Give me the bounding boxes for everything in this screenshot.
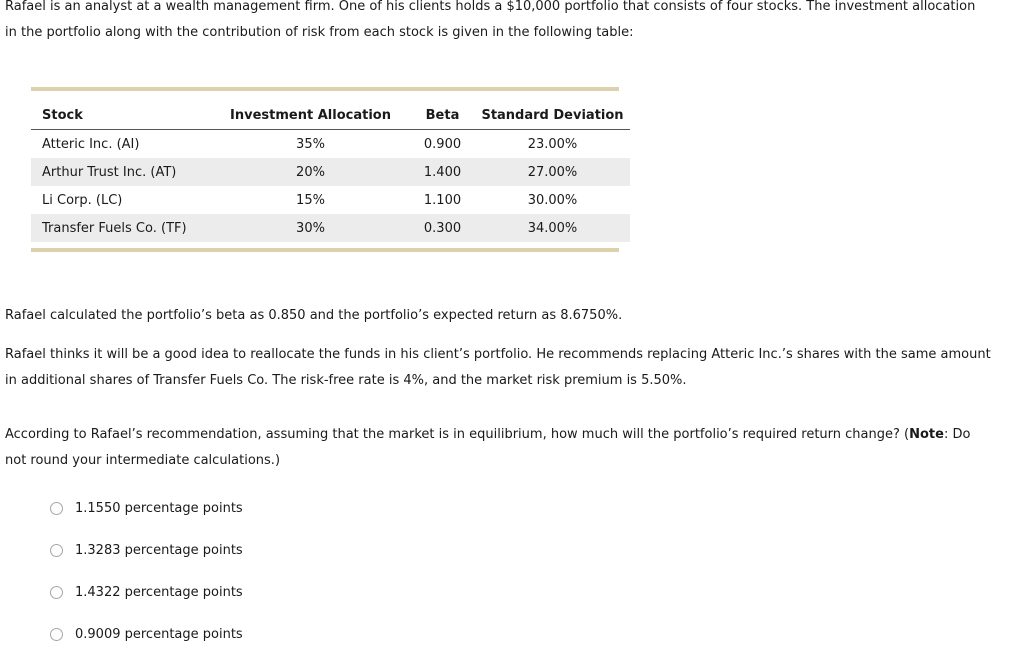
- table-row: [31, 186, 630, 214]
- cell-standard-deviation: 30.00%: [527, 192, 578, 208]
- recommendation-line-2: in additional shares of Transfer Fuels Co. The risk-free rate is 4%, and the market risk premium is 5.50%.: [5, 373, 687, 388]
- header-investment-allocation: Investment Allocation: [211, 91, 410, 130]
- header-beta: Beta: [410, 91, 475, 130]
- answer-option-label[interactable]: 1.1550 percentage points: [75, 500, 243, 516]
- table-row: [31, 130, 630, 159]
- cell-beta: 1.400: [410, 158, 475, 186]
- intro-line-2: in the portfolio along with the contribution of risk from each stock is given in the following table:: [5, 25, 634, 40]
- header-stock: Stock: [31, 91, 211, 130]
- cell-stock: Transfer Fuels Co. (TF): [31, 214, 211, 242]
- radio-button[interactable]: [50, 502, 63, 515]
- question-text-end: : Do: [943, 427, 971, 442]
- answer-option[interactable]: [50, 529, 243, 571]
- header-standard-deviation: Standard Deviation: [475, 91, 630, 130]
- question-paragraph: [5, 422, 970, 474]
- radio-button[interactable]: [50, 586, 63, 599]
- allocation-table: [31, 91, 630, 242]
- cell-allocation: 30%: [211, 214, 410, 242]
- radio-button[interactable]: [50, 628, 63, 641]
- cell-standard-deviation: 27.00%: [475, 158, 630, 186]
- calculation-line-1: Rafael calculated the portfolio’s beta as 0.850 and the portfolio’s expected return as 8.6750%.: [5, 308, 623, 323]
- allocation-table-container: [31, 87, 624, 252]
- cell-stock: Li Corp. (LC): [42, 192, 123, 208]
- table-row: [31, 214, 630, 242]
- cell-beta: 1.100: [423, 192, 462, 208]
- answer-option[interactable]: [50, 613, 243, 655]
- cell-stock: Atteric Inc. (AI): [42, 136, 140, 152]
- intro-line-1: Rafael is an analyst at a wealth management firm. One of his clients holds a $10,000 portfolio that consists of four stocks. The investment allocation: [5, 0, 976, 14]
- recommendation-line-1: Rafael thinks it will be a good idea to reallocate the funds in his client’s portfolio. He recommends replacing Atteric Inc.’s shares with the same amount: [5, 347, 991, 362]
- answer-option-label[interactable]: 0.9009 percentage points: [75, 626, 243, 642]
- intro-paragraph: [5, 0, 975, 46]
- note-label: Note: [909, 427, 944, 442]
- answer-option[interactable]: [50, 487, 243, 529]
- table-bottom-rule: [31, 248, 619, 252]
- question-text: According to Rafael’s recommendation, assuming that the market is in equilibrium, how much will the portfolio’s required return change? (: [5, 427, 910, 442]
- question-line-2: not round your intermediate calculations.): [5, 453, 281, 468]
- cell-beta: 0.300: [410, 214, 475, 242]
- answer-option[interactable]: [50, 571, 243, 613]
- radio-button[interactable]: [50, 544, 63, 557]
- calculation-paragraph: [5, 303, 622, 329]
- answer-option-label[interactable]: 1.3283 percentage points: [75, 542, 243, 558]
- cell-allocation: 20%: [211, 158, 410, 186]
- cell-standard-deviation: 34.00%: [475, 214, 630, 242]
- answer-options: [50, 498, 243, 666]
- cell-stock: Arthur Trust Inc. (AT): [31, 158, 211, 186]
- answer-option-label[interactable]: 1.4322 percentage points: [75, 584, 243, 600]
- cell-allocation: 15%: [296, 192, 325, 208]
- cell-standard-deviation: 23.00%: [527, 136, 578, 152]
- cell-beta: 0.900: [423, 136, 462, 152]
- question-line-1: [5, 422, 970, 448]
- table-header-row: [31, 91, 630, 130]
- cell-allocation: 35%: [296, 136, 325, 152]
- recommendation-paragraph: [5, 342, 991, 394]
- table-row: [31, 158, 630, 186]
